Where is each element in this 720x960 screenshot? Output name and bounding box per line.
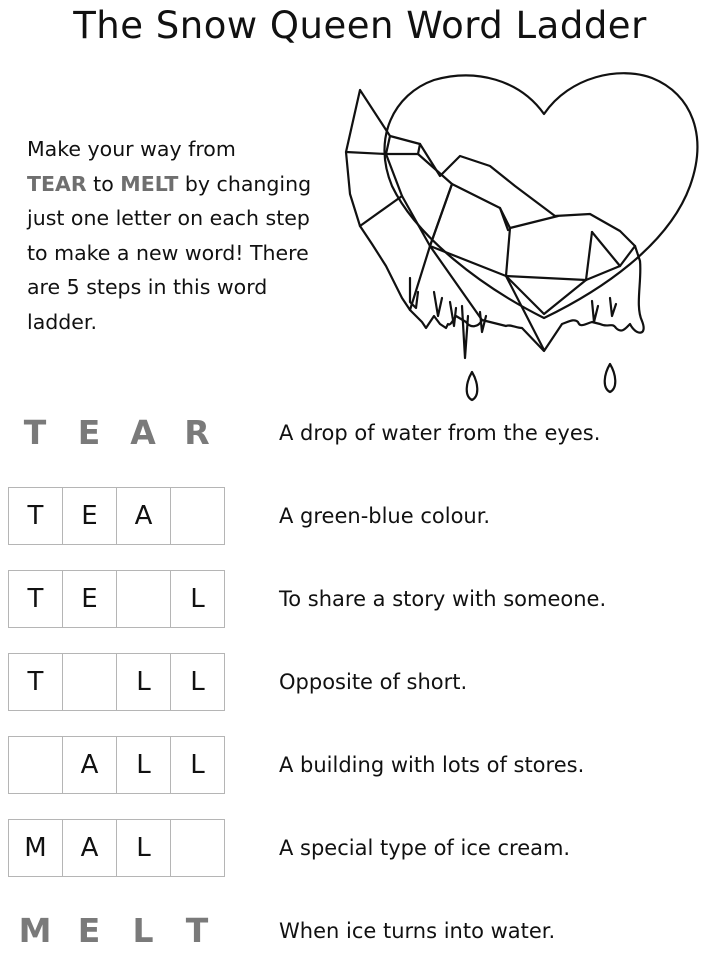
step-clue: A green-blue colour. <box>279 504 491 528</box>
letter-grid <box>8 487 225 545</box>
ladder-step-row <box>8 570 708 628</box>
letter-cell[interactable]: T <box>9 570 63 628</box>
end-word-letters <box>8 902 224 960</box>
start-word-letters <box>8 404 224 462</box>
start-letter: R <box>184 413 210 452</box>
start-clue: A drop of water from the eyes. <box>279 421 601 445</box>
letter-cell[interactable]: A <box>63 819 117 877</box>
letter-cell[interactable]: L <box>117 736 171 794</box>
letter-cell[interactable]: T <box>9 653 63 711</box>
letter-grid <box>8 570 225 628</box>
letter-cell[interactable]: L <box>117 819 171 877</box>
letter-cell[interactable] <box>171 487 225 545</box>
ladder-start-row <box>8 404 708 462</box>
step-clue: A special type of ice cream. <box>279 836 571 860</box>
instructions-text-2: by changing just one letter on each step to make a new word! There are 5 steps in this word ladder. <box>27 171 312 334</box>
melting-frozen-heart-icon <box>330 66 710 411</box>
letter-cell[interactable]: T <box>9 487 63 545</box>
ladder-end-row <box>8 902 708 960</box>
letter-cell[interactable]: L <box>171 570 225 628</box>
letter-cell[interactable] <box>117 570 171 628</box>
step-clue: Opposite of short. <box>279 670 468 694</box>
page-title: The Snow Queen Word Ladder <box>73 4 647 47</box>
ladder-step-row <box>8 653 708 711</box>
letter-cell[interactable]: E <box>63 487 117 545</box>
ladder-step-row <box>8 819 708 877</box>
letter-cell[interactable] <box>9 736 63 794</box>
letter-grid <box>8 653 225 711</box>
end-clue: When ice turns into water. <box>279 919 556 943</box>
end-word: MELT <box>120 171 179 196</box>
instructions <box>27 132 327 339</box>
step-clue: A building with lots of stores. <box>279 753 585 777</box>
end-letter: T <box>185 911 209 950</box>
letter-cell[interactable]: M <box>9 819 63 877</box>
end-letter: E <box>77 911 101 950</box>
instructions-text-1: Make your way from <box>27 137 236 161</box>
letter-cell[interactable]: A <box>117 487 171 545</box>
letter-cell[interactable]: L <box>171 736 225 794</box>
letter-grid <box>8 736 225 794</box>
letter-cell[interactable]: A <box>63 736 117 794</box>
start-letter: E <box>77 413 101 452</box>
instructions-to: to <box>93 171 114 196</box>
start-letter: T <box>23 413 47 452</box>
letter-cell[interactable]: E <box>63 570 117 628</box>
letter-grid <box>8 819 225 877</box>
letter-cell[interactable]: L <box>117 653 171 711</box>
letter-cell[interactable]: L <box>171 653 225 711</box>
letter-cell[interactable] <box>171 819 225 877</box>
ladder-step-row <box>8 487 708 545</box>
end-letter: L <box>132 911 154 950</box>
letter-cell[interactable] <box>63 653 117 711</box>
step-clue: To share a story with someone. <box>279 587 607 611</box>
ladder-step-row <box>8 736 708 794</box>
start-letter: A <box>130 413 156 452</box>
start-word: TEAR <box>27 171 87 196</box>
end-letter: M <box>18 911 52 950</box>
